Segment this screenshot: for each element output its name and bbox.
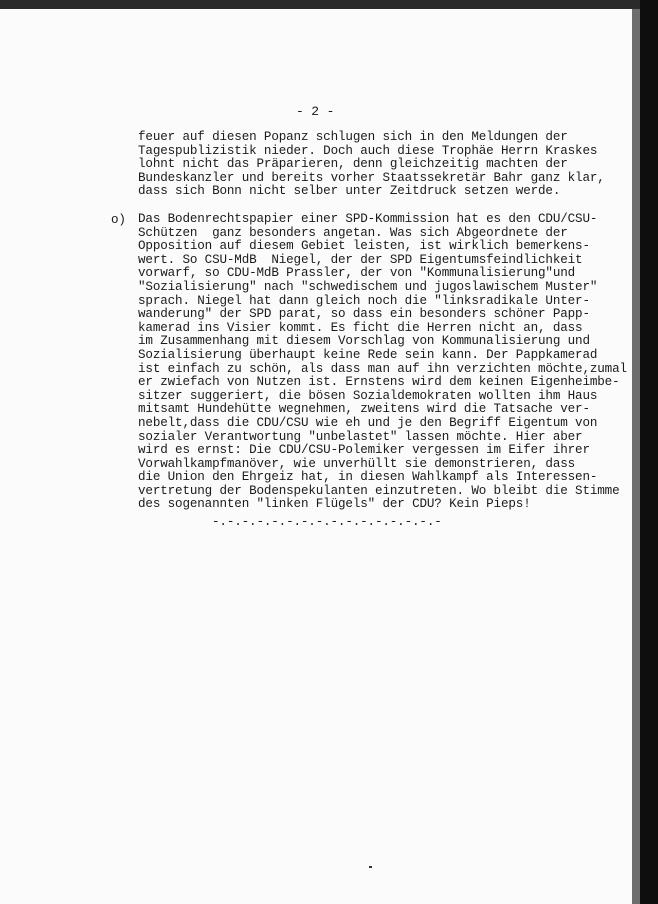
text-line: Bundeskanzler und bereits vorher Staatssekretär Bahr ganz klar, [138, 170, 605, 185]
page-number: - 2 - [296, 104, 335, 119]
text-line: nebelt,dass die CDU/CSU wie eh und je den Begriff Eigentum von [138, 415, 598, 430]
text-line: ist einfach zu schön, als dass man auf ihn verzichten möchte,zumal [138, 361, 627, 376]
text-line: sprach. Niegel hat dann gleich noch die "linksradikale Unter- [138, 293, 590, 308]
text-line: lohnt nicht das Präparieren, denn gleichzeitig machten der [138, 157, 568, 172]
text-line: Das Bodenrechtspapier einer SPD-Kommission hat es den CDU/CSU- [138, 212, 598, 226]
text-line: wanderung" der SPD parat, so dass ein besonders schöner Papp- [138, 307, 590, 322]
text-line: Tagespublizistik nieder. Doch auch diese Trophäe Herrn Kraskes [138, 143, 598, 158]
continuation-paragraph [138, 131, 605, 199]
text-line: kamerad ins Visier kommt. Es ficht die Herren nicht an, dass [138, 320, 583, 335]
text-line: mitsamt Hundehütte wegnehmen, zweitens wird die Tatsache ver- [138, 402, 590, 417]
item-o-paragraph [138, 213, 627, 512]
text-line: wird es ernst: Die CDU/CSU-Polemiker vergessen im Eifer ihrer [138, 443, 590, 458]
section-separator: -.-.-.-.-.-.-.-.-.-.-.-.-.-.-.- [212, 515, 442, 529]
scan-right-edge [640, 0, 658, 904]
scan-top-edge [0, 0, 640, 9]
text-line: Schützen ganz besonders angetan. Was sich Abgeordnete der [138, 225, 568, 240]
text-line: dass sich Bonn nicht selber unter Zeitdruck setzen werde. [138, 184, 561, 199]
text-line: er zwiefach von Nutzen ist. Ernstens wird dem keinen Eigenheimbe- [138, 375, 620, 390]
text-line: sozialer Verantwortung "unbelastet" lassen möchte. Hier aber [138, 429, 583, 444]
item-marker: o) [111, 213, 126, 227]
text-line: im Zusammenhang mit diesem Vorschlag von Kommunalisierung und [138, 334, 590, 349]
text-line: "Sozialisierung" nach "schwedischem und jugoslawischem Muster" [138, 279, 598, 294]
text-line: des sogenannten "linken Flügels" der CDU? Kein Pieps! [138, 497, 531, 512]
text-line: vertretung der Bodenspekulanten einzutreten. Wo bleibt die Stimme [138, 483, 620, 498]
text-line: wert. So CSU-MdB Niegel, der der SPD Eigentumsfeindlichkeit [138, 252, 583, 267]
scan-right-shadow [632, 9, 640, 904]
text-line: feuer auf diesen Popanz schlugen sich in den Meldungen der [138, 130, 568, 144]
text-line: Vorwahlkampfmanöver, wie unverhüllt sie demonstrieren, dass [138, 456, 576, 471]
text-line: vorwarf, so CDU-MdB Prassler, der von "Kommunalisierung"und [138, 266, 576, 281]
text-line: sitzer suggeriert, die bösen Sozialdemokraten wollten ihm Haus [138, 388, 598, 403]
text-line: Opposition auf diesem Gebiet leisten, ist wirklich bemerkens- [138, 239, 590, 254]
scan-speck [369, 866, 372, 868]
text-line: Sozialisierung überhaupt keine Rede sein kann. Der Pappkamerad [138, 347, 598, 362]
text-line: die Union den Ehrgeiz hat, in diesen Wahlkampf als Interessen- [138, 470, 598, 485]
